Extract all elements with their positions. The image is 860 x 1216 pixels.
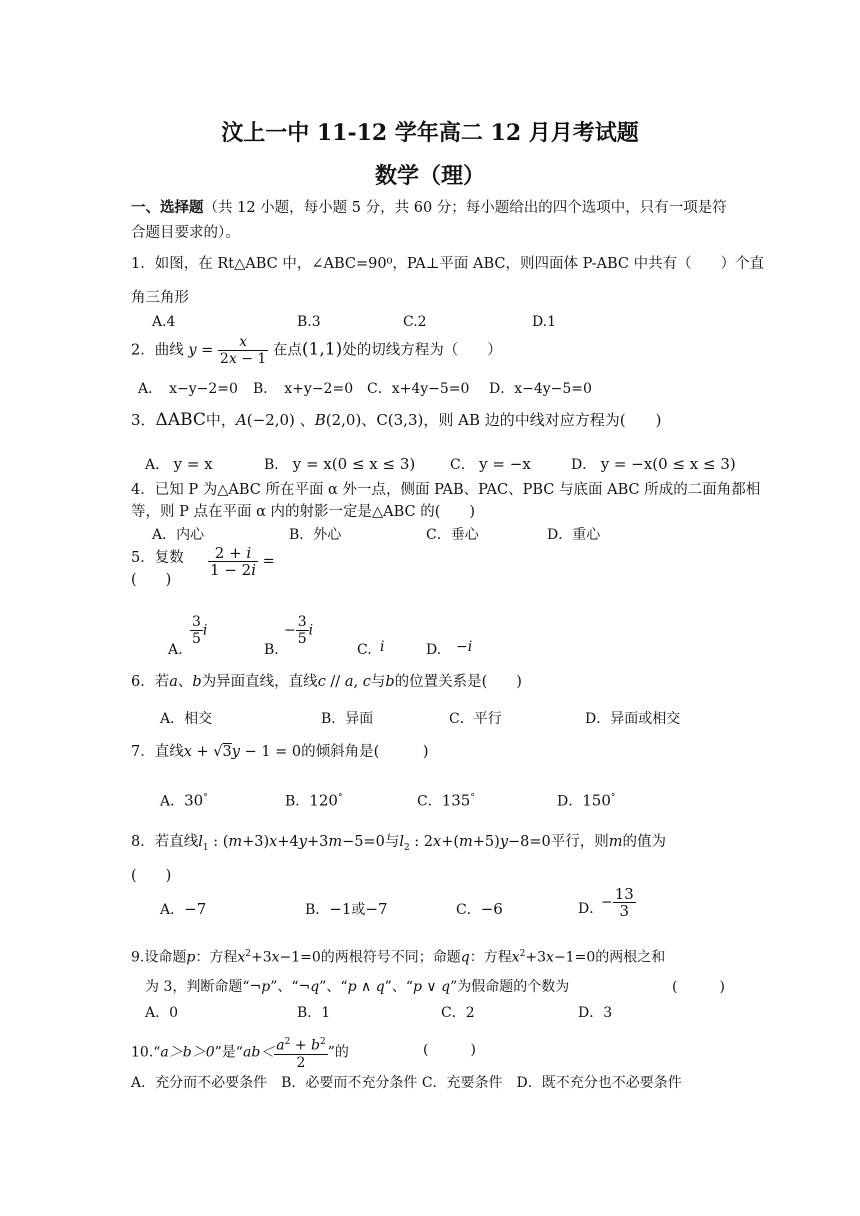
q7-stem: 7．直线x + √3y − 1 = 0的倾斜角是( ) bbox=[131, 744, 429, 760]
q7-option-b: B．120° bbox=[285, 791, 343, 810]
q2-option-d: D．x−4y−5=0 bbox=[489, 381, 592, 397]
q3-text: 中， bbox=[205, 411, 236, 429]
q9-line1: 9.设命题p：方程$x^2+3x-1=0$的两根符号不同；命题q：方程$x^2+3x-1=0$的两根之和 bbox=[131, 949, 666, 966]
q5-line2: ( ) bbox=[131, 572, 172, 588]
q1-line2: 角三角形 bbox=[131, 290, 189, 306]
section-desc-line2: 合题目要求的）。 bbox=[131, 225, 240, 241]
q2-curve-formula: y bbox=[188, 342, 197, 359]
q6-option-c: C．平行 bbox=[449, 711, 502, 727]
q3-option-b: B． y = x(0 ≤ x ≤ 3) bbox=[264, 455, 416, 473]
q8-option-d-value: − $\frac{13}{3}$ bbox=[601, 885, 634, 920]
q5-option-c-value: i bbox=[380, 639, 385, 655]
q9-paren: ( ) bbox=[672, 979, 725, 995]
q8-option-b: B．−1或−7 bbox=[305, 900, 388, 918]
q9-option-c: C．2 bbox=[441, 1005, 475, 1021]
section-intro bbox=[131, 198, 727, 218]
q8-option-a: A．−7 bbox=[160, 900, 207, 918]
q6-option-a: A．相交 bbox=[160, 711, 213, 727]
q3-prefix: 3． bbox=[131, 411, 156, 429]
page-subtitle: 数学（理） bbox=[374, 163, 485, 189]
q3-option-c: C． y = −x bbox=[450, 455, 531, 473]
q7-option-c: C．135° bbox=[417, 791, 475, 810]
q10-stem: 10.“a＞b＞0”是“ab＜ $\frac{a^2 + b^2}{2}$ ”的 bbox=[131, 1037, 349, 1071]
q3-stem: 3．ΔABC中，A(−2,0) 、B(2,0)、C(3,3)，则 AB 边的中线对应方程为( ) bbox=[131, 410, 662, 430]
q5-option-d-label: D. bbox=[426, 642, 442, 658]
q3-point-a: A bbox=[235, 411, 247, 429]
q10-options: A．充分而不必要条件 B．必要而不充分条件 C．充要条件 D．既不充分也不必要条件 bbox=[131, 1075, 682, 1091]
section-desc-line1: （共 12 小题，每小题 5 分，共 60 分；每小题给出的四个选项中，只有一项是符 bbox=[203, 200, 727, 216]
q6-option-d: D．异面或相交 bbox=[585, 711, 681, 727]
q3-suffix: ，则 AB 边的中线对应方程为( ) bbox=[423, 411, 662, 429]
q2-prefix: 2．曲线 bbox=[131, 342, 184, 359]
q9-option-b: B．1 bbox=[297, 1005, 331, 1021]
q3-option-a: A． y = x bbox=[145, 455, 213, 473]
q9-option-d: D．3 bbox=[578, 1005, 613, 1021]
q2-stem: 2．曲线 y = $\frac{x}{2x - 1}$ 在点(1,1)处的切线方程为（ ） bbox=[131, 334, 502, 367]
q8-stem: 8．若直线$l_1$ : (m+3)x+4y+3m−5=0与$l_2$ : 2x+(m+5)y−8=0平行，则m的值为 bbox=[131, 834, 667, 853]
q5-option-c-label: C. bbox=[357, 642, 372, 658]
q5-fraction: $\frac{2 + i}{1 - 2i}$ = bbox=[210, 544, 275, 579]
q3-point-b: B bbox=[314, 411, 326, 429]
q1-line1: 1．如图，在 Rt△ABC 中，∠ABC=90⁰，PA⊥平面 ABC，则四面体 P-ABC 中共有（ ）个直 bbox=[131, 256, 765, 272]
q7-option-d: D．150° bbox=[557, 791, 616, 810]
q8-option-c: C．−6 bbox=[456, 900, 503, 918]
q5-option-b-label: B. bbox=[264, 642, 279, 658]
q4-line1: 4．已知 P 为△ABC 所在平面 α 外一点，侧面 PAB、PAC、PBC 与底面 ABC 所成的二面角都相 bbox=[131, 482, 761, 498]
q6-stem: 6．若a、b为异面直线，直线c // a, c与b的位置关系是( ) bbox=[131, 674, 522, 690]
q8-option-d-label: D． bbox=[578, 901, 604, 917]
q10-paren: ( ) bbox=[423, 1042, 476, 1058]
q5-option-a-label: A. bbox=[168, 642, 183, 658]
q1-option-d: D.1 bbox=[532, 314, 557, 330]
q1-option-c: C.2 bbox=[403, 314, 427, 330]
q3-option-d: D． y = −x(0 ≤ x ≤ 3) bbox=[571, 455, 736, 473]
q5-option-d-value: −i bbox=[456, 639, 473, 655]
q1-option-a: A.4 bbox=[152, 314, 176, 330]
q4-option-a: A．内心 bbox=[152, 527, 205, 543]
q2-mid: 在点 bbox=[272, 342, 302, 359]
section-name: 一、选择题 bbox=[131, 199, 204, 216]
q7-option-a: A．30° bbox=[160, 791, 208, 810]
q2-option-b: B． x+y−2=0 bbox=[253, 381, 354, 397]
q5-option-b-value: − $\frac{3}{5}$ i bbox=[284, 614, 314, 647]
q3-triangle: ΔABC bbox=[155, 410, 206, 430]
q4-line2: 等，则 P 点在平面 α 内的射影一定是△ABC 的( ) bbox=[131, 504, 476, 520]
q2-option-c: C．x+4y−5=0 bbox=[367, 381, 470, 397]
q9-option-a: A．0 bbox=[145, 1005, 179, 1021]
q4-option-b: B．外心 bbox=[289, 527, 342, 543]
q2-suffix: 处的切线方程为（ ） bbox=[342, 342, 502, 359]
q8-line2: ( ) bbox=[131, 868, 172, 884]
q6-option-b: B．异面 bbox=[321, 711, 374, 727]
q2-fraction: $\frac{x}{2x - 1}$ bbox=[219, 334, 267, 367]
q3-point-c: C(3,3) bbox=[376, 411, 424, 429]
q5-line1: 5．复数 bbox=[131, 550, 184, 566]
q1-option-b: B.3 bbox=[297, 314, 321, 330]
page-title: 汶上一中 11-12 学年高二 12 月月考试题 bbox=[221, 120, 639, 146]
q4-option-d: D．重心 bbox=[547, 527, 601, 543]
q9-line2: 为 3，判断命题“¬p”、“¬q”、“p ∧ q”、“p ∨ q”为假命题的个数为 bbox=[145, 979, 570, 995]
q5-option-a-value: $\frac{3}{5}$ i bbox=[192, 614, 208, 647]
q2-point: (1,1) bbox=[301, 339, 343, 360]
q4-option-c: C．垂心 bbox=[426, 527, 479, 543]
q2-option-a: A． x−y−2=0 bbox=[138, 381, 238, 397]
